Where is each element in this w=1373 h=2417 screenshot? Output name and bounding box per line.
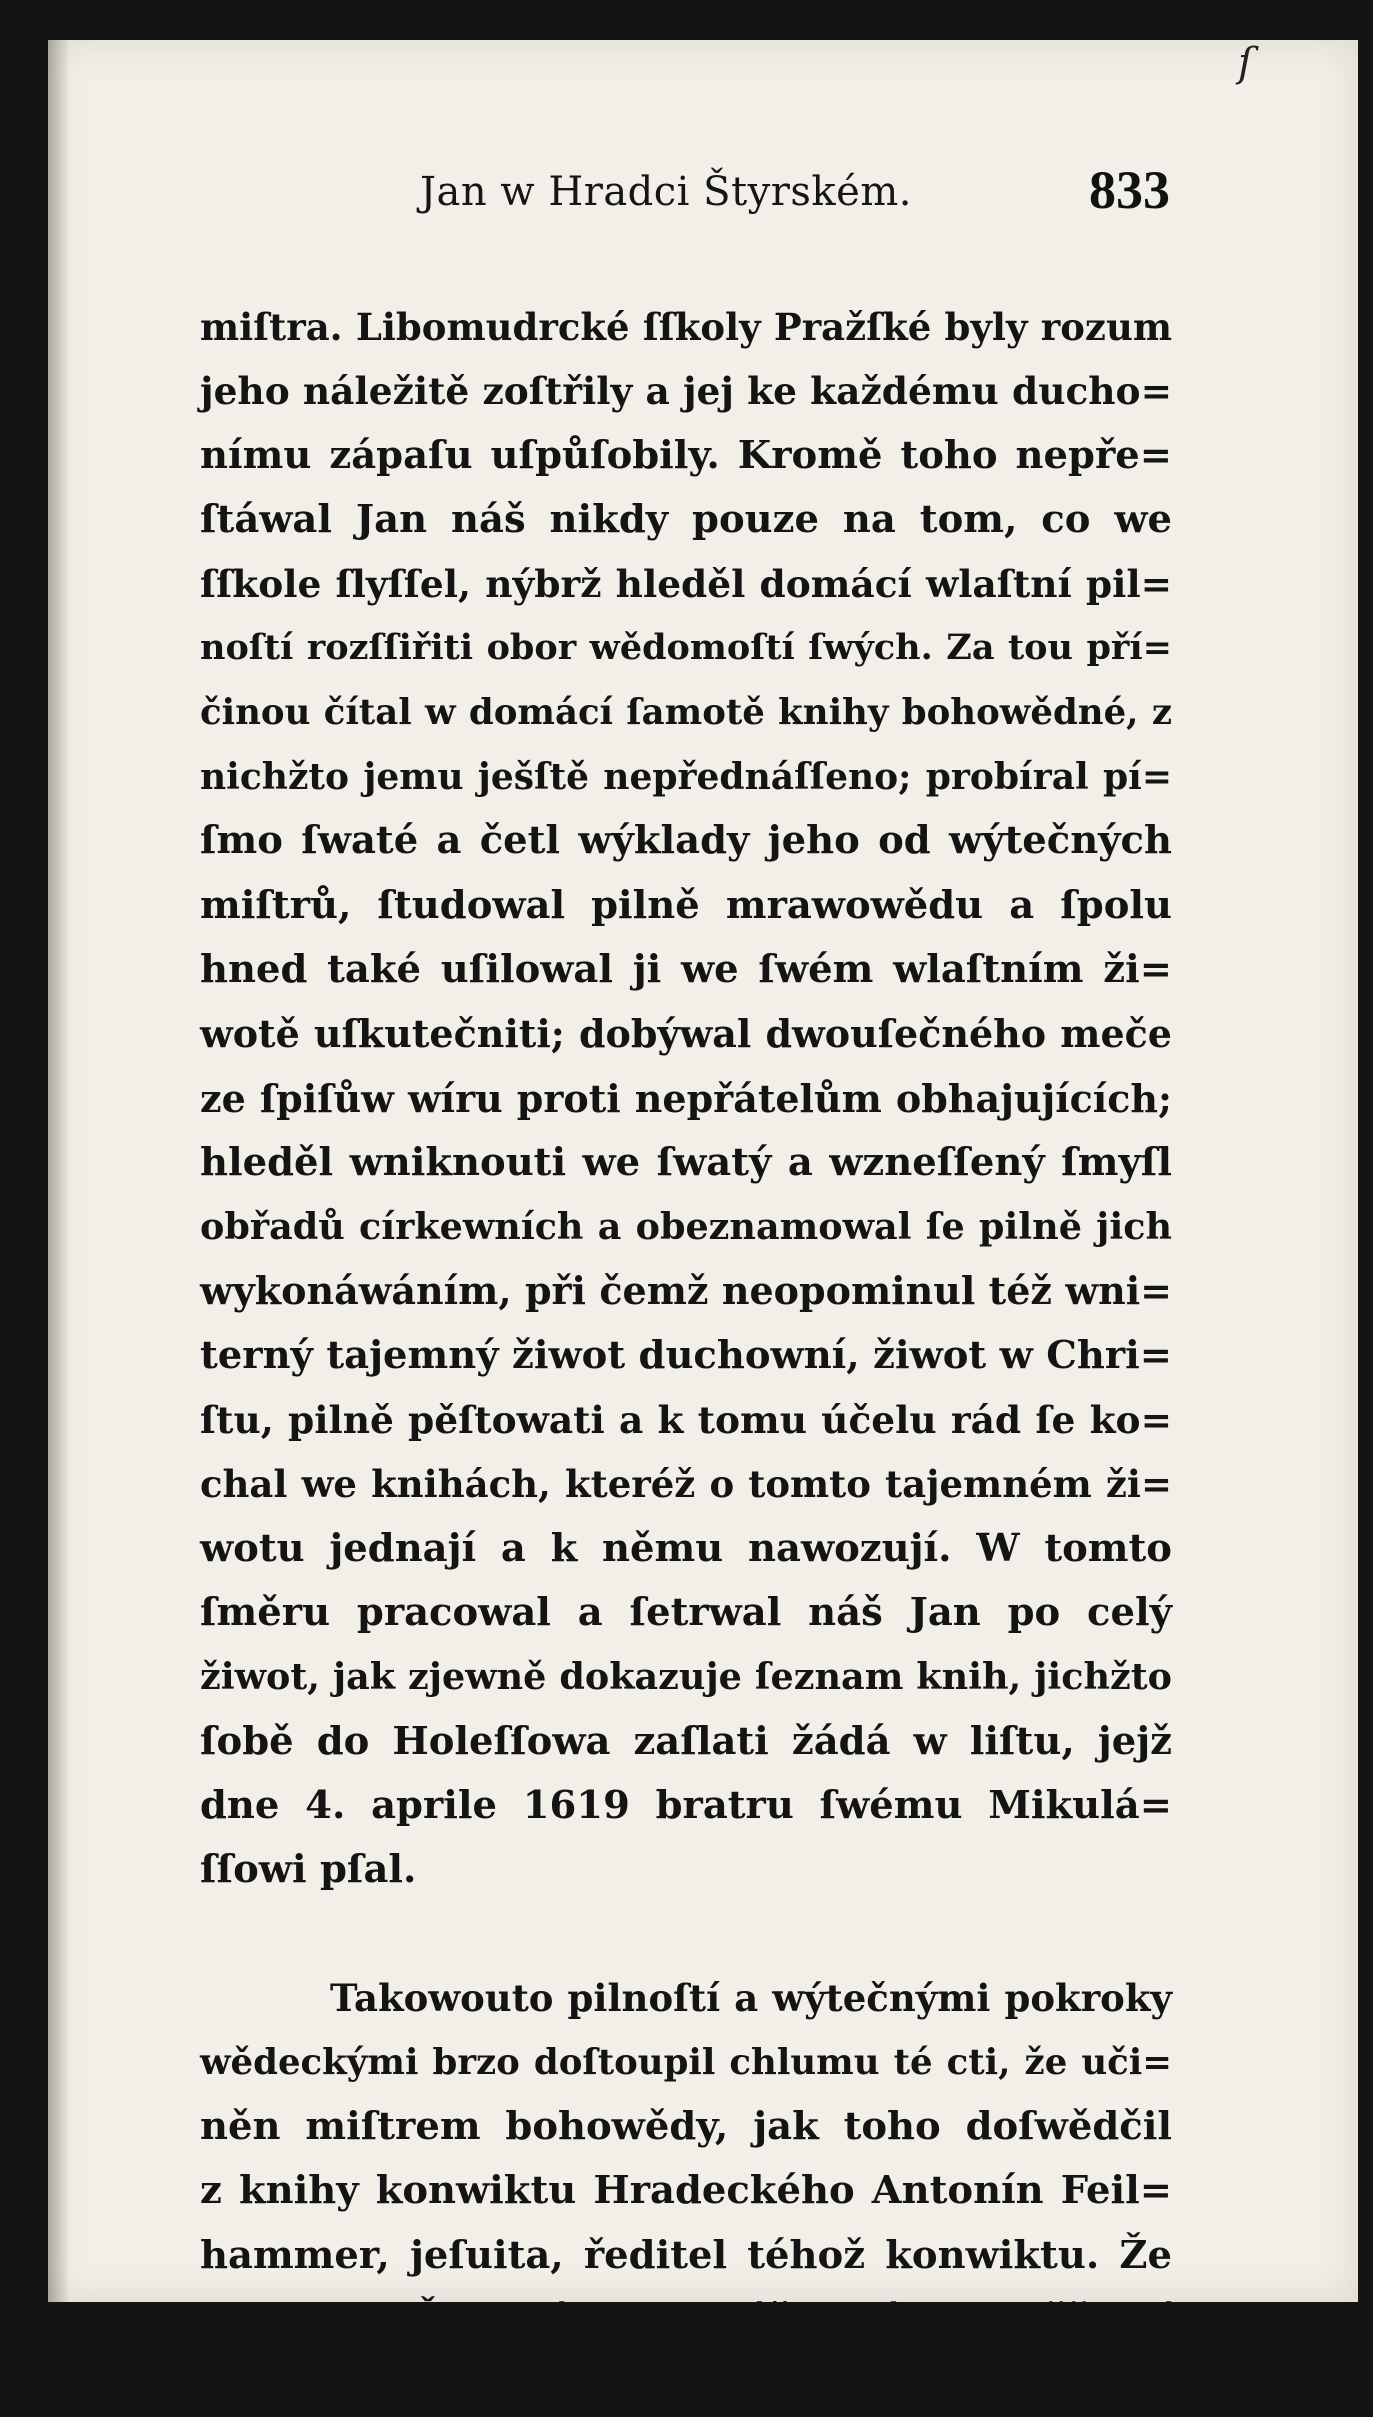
text-line: ſſowi pſal.: [200, 1847, 417, 1893]
text-line: wědeckými brzo doſtoupil chlumu té cti, že uči=: [200, 2041, 1172, 2083]
text-line: obřadů církewních a obeznamowal ſe pilně jich: [200, 1205, 1172, 1249]
text-line: nichžto jemu ješſtě nepřednáſſeno; probíral pí=: [200, 756, 1172, 799]
text-line: wotě uſkutečniti; dobýwal dwouſečného meče: [200, 1011, 1172, 1057]
text-line: jeho náležitě zoſtřily a jej ke každému ducho=: [200, 369, 1172, 414]
page-number: 833: [1089, 160, 1170, 220]
text-line: poſwěcen, dokázal Antonín Wocký, jeſuita,: [200, 2361, 1172, 2407]
body-text: [200, 295, 1172, 2417]
text-line: terný tajemný žiwot duchowní, žiwot w Chri=: [200, 1332, 1172, 1378]
paragraph-gap: [200, 1902, 1172, 1966]
text-line: ſměru pracowal a ſetrwal náš Jan po celý: [200, 1589, 1172, 1635]
text-line: dne 4. aprile 1619 bratru ſwému Mikulá=: [200, 1782, 1172, 1828]
text-line: ze ſpiſůw wíru proti nepřátelům obhajujících;: [200, 1075, 1172, 1121]
page-edge-shadow: [48, 40, 70, 2302]
text-line: w Hradci Štyrſkém Jan náš také na kněžſtwí: [200, 2296, 1172, 2342]
text-line: ſſkole ſlyſſel, nýbrž hleděl domácí wlaſtní pil=: [200, 562, 1172, 607]
text-line: wykonáwáním, při čemž neopominul též wni=: [200, 1268, 1172, 1314]
paragraph-2: [200, 1966, 1172, 2416]
text-line: chal we knihách, kteréž o tomto tajemném ži=: [200, 1462, 1172, 1507]
text-line: ſmo ſwaté a četl wýklady jeho od wýtečných: [200, 818, 1172, 864]
text-line: miſtra. Libomudrcké ſſkoly Pražſké byly rozum: [200, 305, 1172, 349]
text-line: miſtrů, ſtudowal pilně mrawowědu a ſpolu: [200, 882, 1172, 928]
text-line: hleděl wniknouti we ſwatý a wzneſſený ſmyſl: [200, 1139, 1172, 1185]
text-line: Takowouto pilnoſtí a wýtečnými pokroky: [330, 1976, 1172, 2021]
text-line: žiwot, jak zjewně dokazuje ſeznam knih, jichžto: [200, 1655, 1172, 1699]
text-line: činou čítal w domácí ſamotě knihy bohowědné, z: [200, 691, 1172, 733]
paragraph-1: [200, 295, 1172, 1902]
text-line: wotu jednají a k němu nawozují. W tomto: [200, 1525, 1172, 1571]
text-line: hned také uſilowal ji we ſwém wlaſtním ži=: [200, 946, 1172, 992]
text-line: noſtí rozſſiřiti obor wědomoſtí ſwých. Za tou pří=: [200, 627, 1172, 669]
text-line: hammer, jeſuita, ředitel téhož konwiktu. Že: [200, 2232, 1172, 2278]
text-line: ſtu, pilně pěſtowati a k tomu účelu rád ſe ko=: [200, 1398, 1172, 1443]
running-title: Jan w Hradci Štyrském.: [420, 169, 912, 215]
text-line: něn miſtrem bohowědy, jak toho doſwědčil: [200, 2104, 1172, 2150]
text-line: nímu zápaſu uſpůſobily. Kromě toho nepře=: [200, 432, 1172, 478]
text-line: ſtáwal Jan náš nikdy pouze na tom, co we: [200, 496, 1172, 542]
text-line: z knihy konwiktu Hradeckého Antonín Feil=: [200, 2168, 1172, 2214]
page-header: [150, 155, 1170, 235]
text-line: ſobě do Holeſſowa zaſlati žádá w liſtu, jejž: [200, 1718, 1172, 1764]
corner-mark: ſ: [1238, 40, 1253, 86]
